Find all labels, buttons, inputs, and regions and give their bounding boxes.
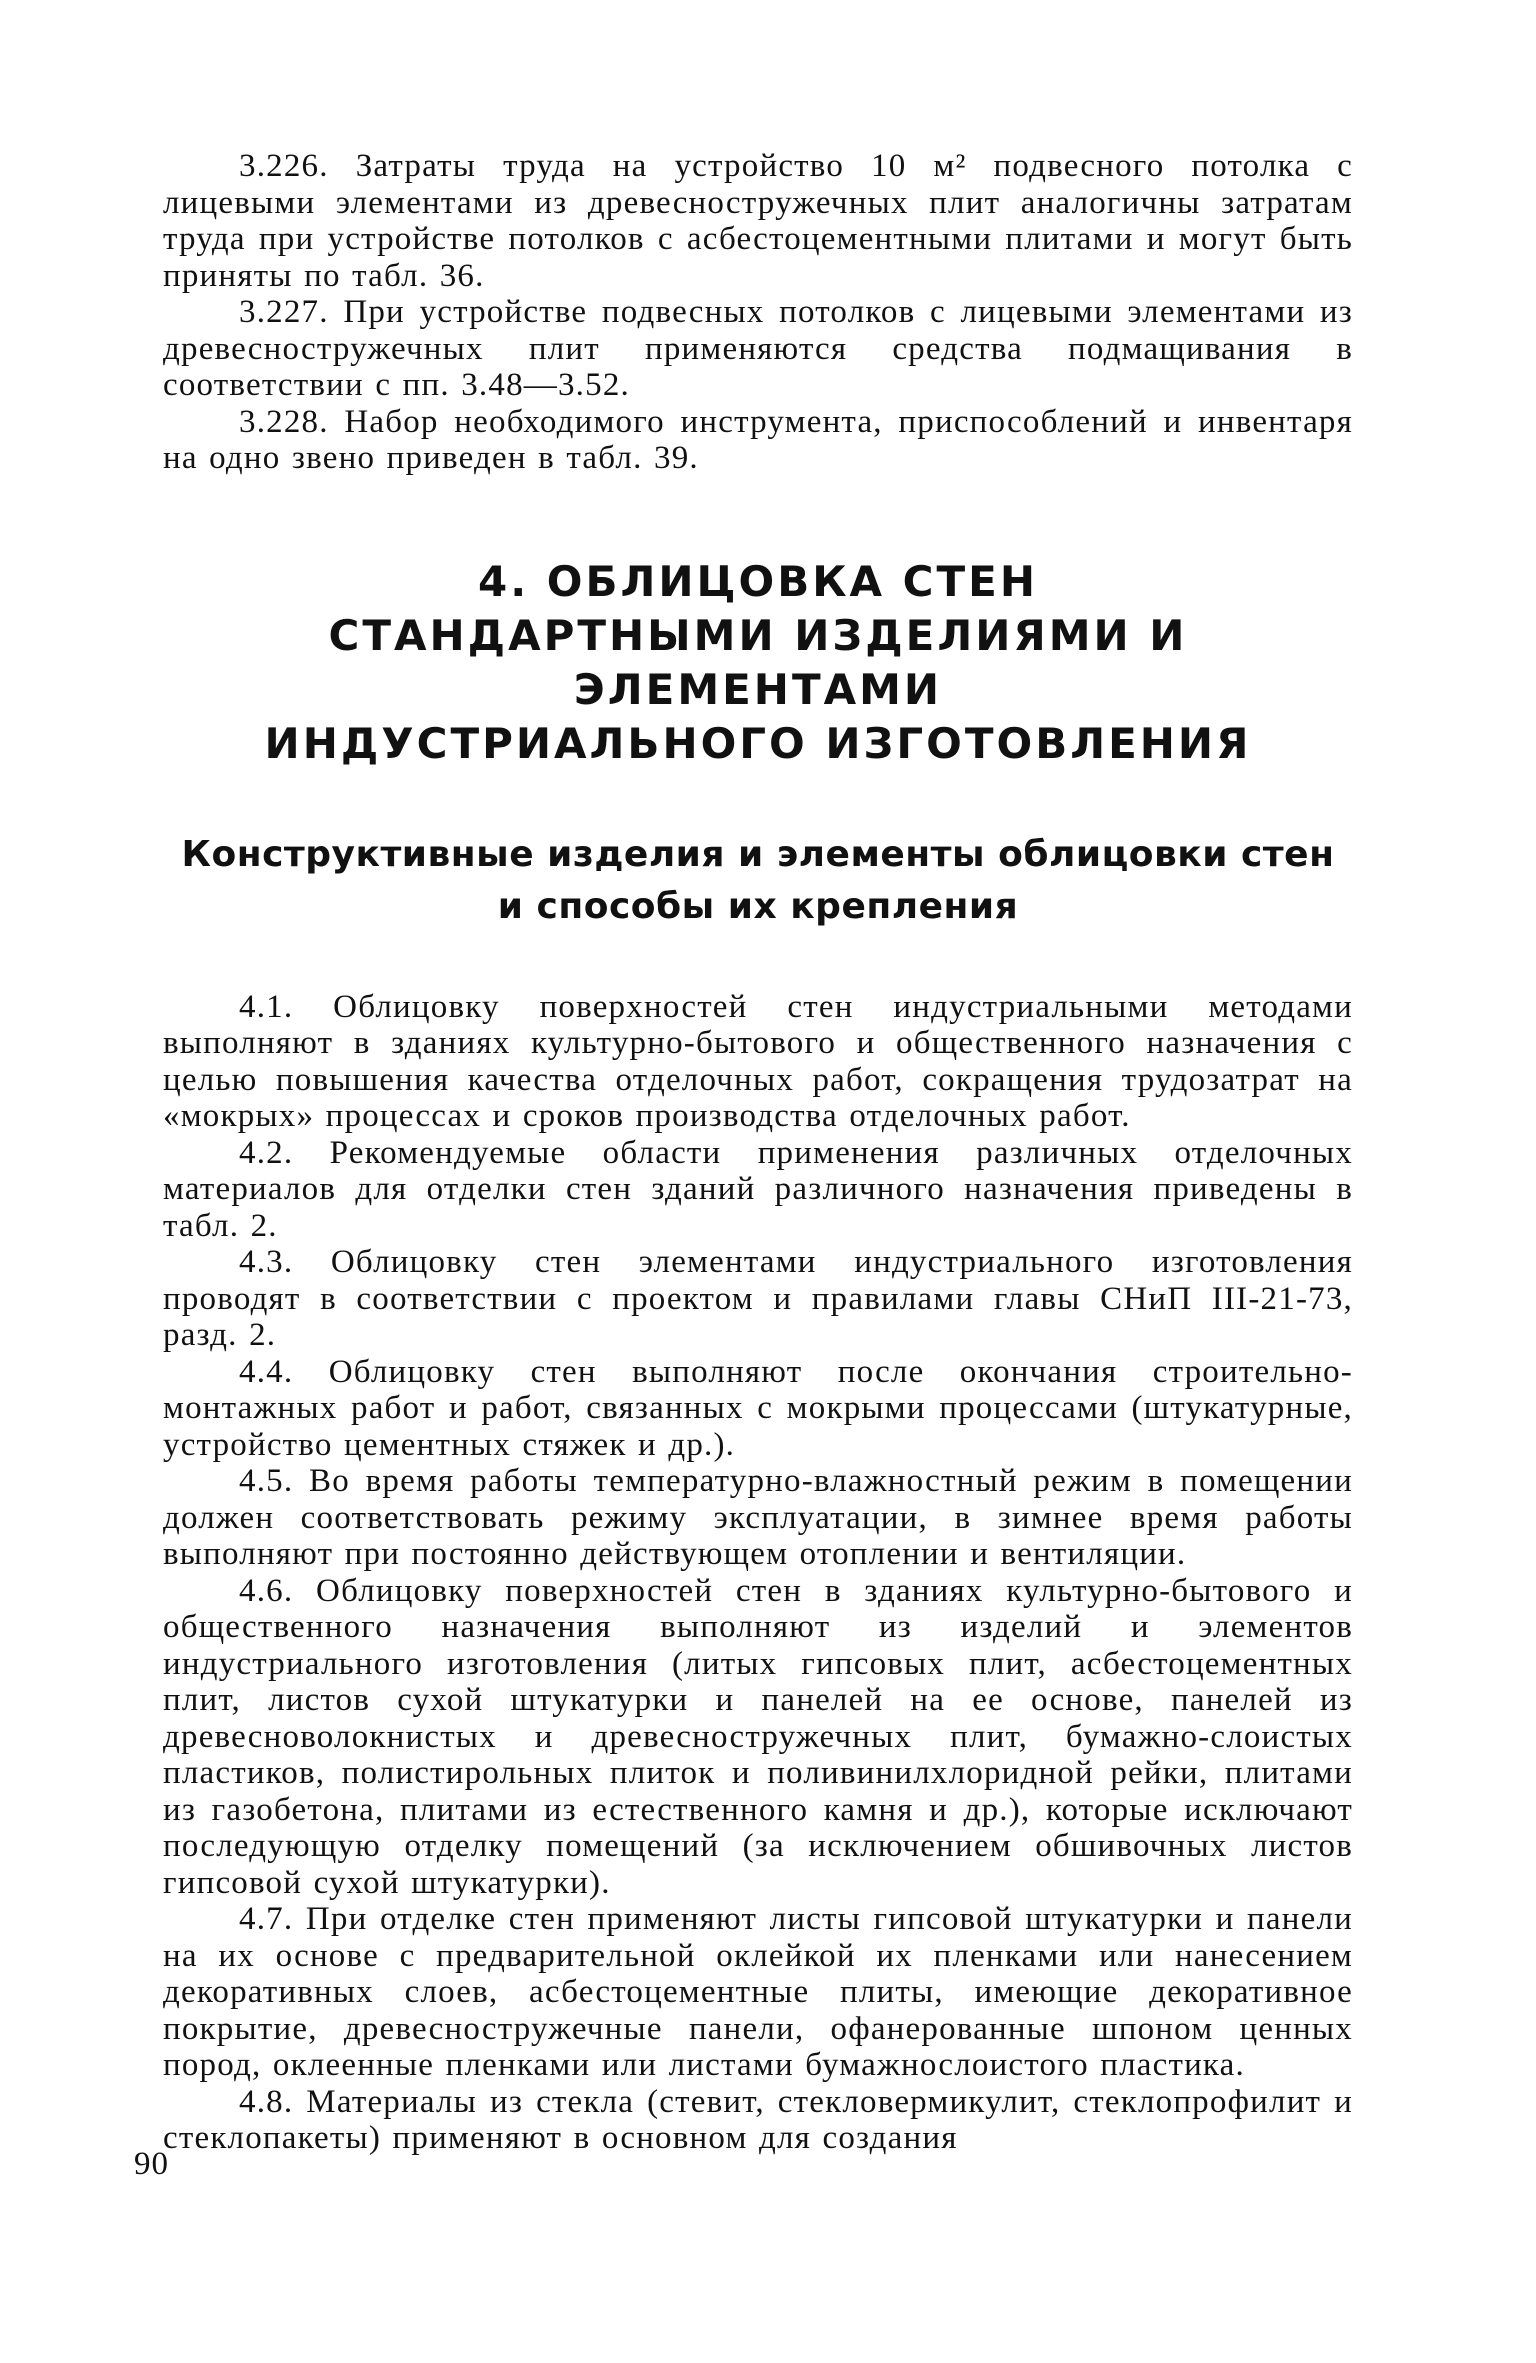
paragraph-4-8: [163, 2084, 1353, 2157]
paragraph-text: Облицовку стен элементами индустриального изготовления проводят в соответствии с проектом и правилами главы СНиП III-21-73, разд. 2.: [163, 1244, 1353, 1353]
paragraph-text: Облицовку поверхностей стен в зданиях культурно-бытового и общественного назначения выполняют из изделий и элементов индустриального изготовления (литых гипсовых плит, асбестоцементных плит, листов сухой штукатурки и панелей на ее основе, панелей из древесноволокнистых и древесностружечных плит, бумажно-слоистых пластиков, полистирольных плиток и поливинилхлоридной рейки, плитами из газобетона, плитами из естественного камня и др.), которые исключают последующую отделку помещений (за исключением обшивочных листов гипсовой сухой штукатурки).: [163, 1572, 1353, 1901]
paragraph-4-1: [163, 989, 1353, 1135]
paragraph-number: 4.5.: [239, 1463, 294, 1499]
paragraph-3-228: [163, 404, 1353, 477]
paragraph-4-7: [163, 1901, 1353, 2084]
paragraph-number: 3.226.: [239, 148, 329, 184]
paragraph-4-5: [163, 1463, 1353, 1573]
paragraph-number: 4.4.: [239, 1353, 294, 1390]
paragraph-number: 3.227.: [239, 294, 329, 330]
paragraph-number: 4.7.: [239, 1901, 294, 1937]
text-column: [163, 148, 1353, 2157]
paragraph-4-2: [163, 1135, 1353, 1245]
paragraph-text: Облицовку стен выполняют после окончания строительно-монтажных работ и работ, связанных с мокрыми процессами (штукатурные, устройство цементных стяжек и др.).: [163, 1353, 1353, 1463]
paragraphs-main: [163, 989, 1353, 2157]
paragraph-number: 4.2.: [239, 1134, 294, 1171]
paragraph-number: 4.3.: [239, 1244, 294, 1280]
paragraph-text: Во время работы температурно-влажностный режим в помещении должен соответствовать режиму эксплуатации, в зимнее время работы выполняют при постоянно действующем отоплении и вентиляции.: [163, 1463, 1353, 1572]
chapter-title-line: 4. ОБЛИЦОВКА СТЕН: [477, 556, 1038, 606]
paragraphs-top: [163, 148, 1353, 477]
paragraph-4-3: [163, 1244, 1353, 1354]
chapter-title-line: СТАНДАРТНЫМИ ИЗДЕЛИЯМИ И ЭЛЕМЕНТАМИ: [328, 610, 1188, 714]
paragraph-text: Набор необходимого инструмента, приспособлений и инвентаря на одно звено приведен в табл. 39.: [163, 403, 1353, 476]
paragraph-number: 4.6.: [239, 1572, 294, 1609]
paragraph-3-227: [163, 294, 1353, 404]
paragraph-3-226: [163, 148, 1353, 294]
paragraph-4-4: [163, 1354, 1353, 1464]
paragraph-number: 4.8.: [239, 2083, 294, 2120]
section-title: [163, 829, 1353, 933]
chapter-title-line: ИНДУСТРИАЛЬНОГО ИЗГОТОВЛЕНИЯ: [264, 718, 1252, 768]
paragraph-number: 4.1.: [239, 988, 294, 1025]
paragraph-text: Материалы из стекла (стевит, стекловермикулит, стеклопрофилит и стеклопакеты) применяют в основном для создания: [163, 2083, 1354, 2156]
paragraph-text: Затраты труда на устройство 10 м² подвесного потолка с лицевыми элементами из древесностружечных плит аналогичны затратам труда при устройстве потолков с асбестоцементными плитами и могут быть приняты по табл. 36.: [163, 148, 1354, 294]
section-title-line: и способы их крепления: [497, 885, 1019, 927]
paragraph-text: Облицовку поверхностей стен индустриальными методами выполняют в зданиях культурно-бытового и общественного назначения с целью повышения качества отделочных работ, сокращения трудозатрат на «мокрых» процессах и сроков производства отделочных работ.: [163, 988, 1353, 1134]
section-title-line: Конструктивные изделия и элементы облицовки стен: [181, 833, 1335, 875]
paragraph-text: При устройстве подвесных потолков с лицевыми элементами из древесностружечных плит применяются средства подмащивания в соответствии с пп. 3.48—3.52.: [163, 294, 1354, 403]
paragraph-4-6: [163, 1573, 1353, 1902]
page-number: 90: [134, 2146, 169, 2182]
paragraph-text: При отделке стен применяют листы гипсовой штукатурки и панели на их основе с предварительной оклейкой их пленками или нанесением декоративных слоев, асбестоцементные плиты, имеющие декоративное покрытие, древесностружечные панели, офанерованные шпоном ценных пород, оклеенные пленками или листами бумажнослоистого пластика.: [163, 1901, 1353, 2083]
paragraph-number: 3.228.: [239, 403, 329, 440]
paragraph-text: Рекомендуемые области применения различных отделочных материалов для отделки стен зданий различного назначения приведены в табл. 2.: [163, 1134, 1353, 1244]
chapter-title: [163, 555, 1353, 771]
